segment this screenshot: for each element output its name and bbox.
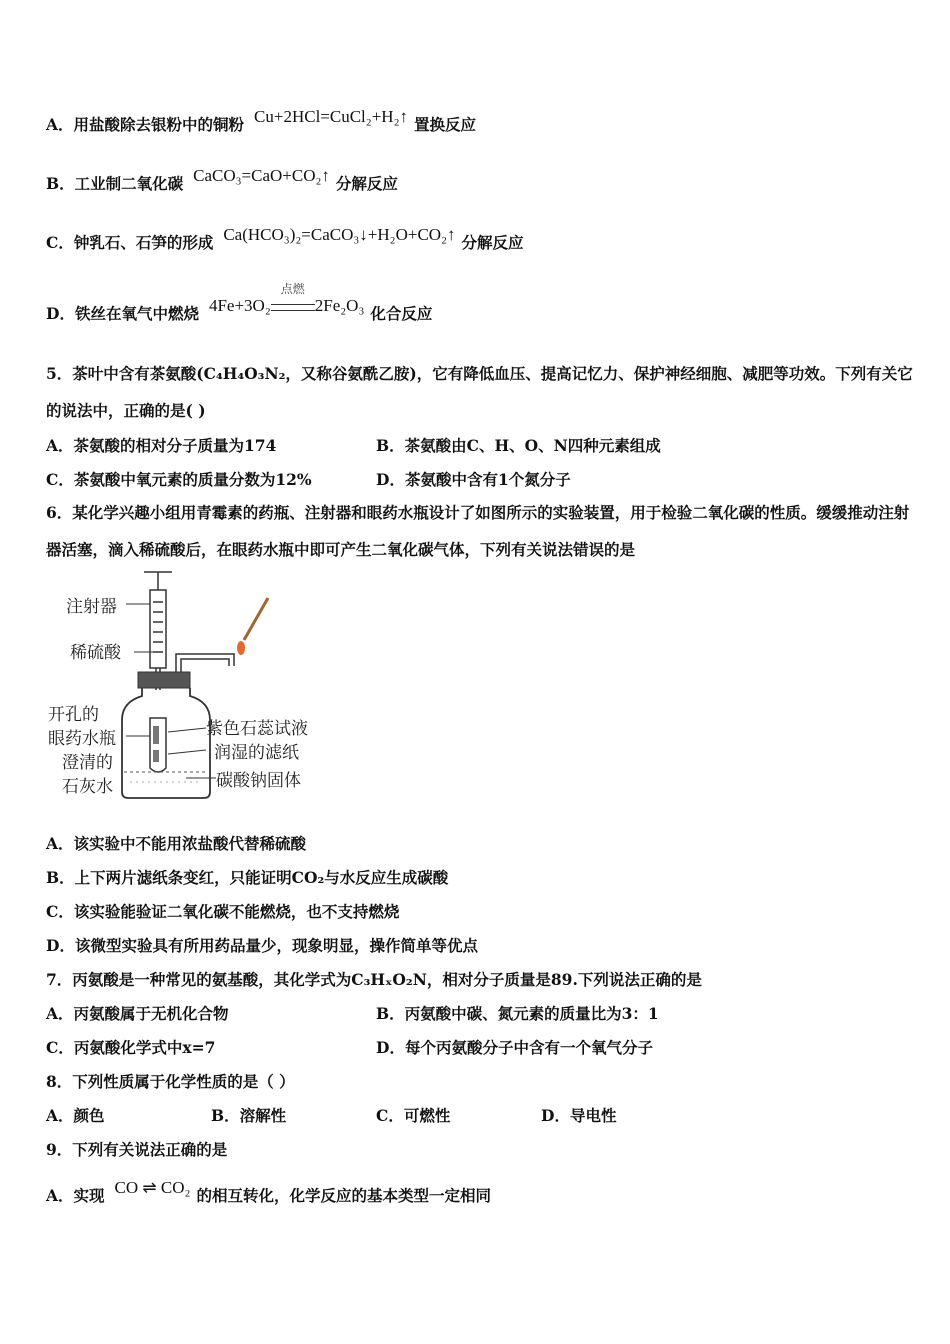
q5-option-d: D．茶氨酸中含有1个氮分子 (376, 470, 571, 489)
q4-option-d-label: D．铁丝在氧气中燃烧 (46, 304, 199, 323)
q4-option-c-equation: Ca(HCO₃)₂=CaCO₃↓+H₂O+CO₂↑ (223, 225, 456, 244)
q4-option-d-eq-left: 4Fe+3O₂ (208, 296, 271, 315)
q9-option-a-suffix: 的相互转化，化学反应的基本类型一定相同 (196, 1186, 491, 1205)
q4-option-b-equation: CaCO₃=CaO+CO₂↑ (193, 166, 330, 185)
q8-option-c: C．可燃性 (376, 1106, 451, 1125)
stopper-icon (138, 672, 190, 688)
q6-option-a: A．该实验中不能用浓盐酸代替稀硫酸 (46, 834, 307, 853)
q4-option-a-type: 置换反应 (414, 115, 477, 134)
label-litmus-1: 紫色石蕊试液 (206, 719, 308, 739)
q4-option-c (46, 225, 524, 253)
q4-option-c-label: C．钟乳石、石笋的形成 (46, 233, 214, 252)
q8-stem: 8．下列性质属于化学性质的是（ ） (46, 1072, 295, 1091)
label-syringe: 注射器 (66, 597, 117, 617)
q7-option-a: A．丙氨酸属于无机化合物 (46, 1004, 229, 1023)
label-lime-1: 澄清的 (62, 753, 113, 773)
q4-option-c-type: 分解反应 (461, 233, 524, 252)
q7-option-b: B．丙氨酸中碳、氮元素的质量比为3：1 (376, 1004, 659, 1023)
experiment-apparatus-figure (46, 568, 336, 806)
label-bottle-2: 眼药水瓶 (48, 729, 116, 749)
label-carbonate: 碳酸钠固体 (216, 771, 301, 791)
condition-label: 点燃 (280, 282, 305, 296)
q8-option-b: B．溶解性 (211, 1106, 287, 1125)
q7-option-d: D．每个丙氨酸分子中含有一个氧气分子 (376, 1038, 653, 1057)
label-pointers (126, 604, 216, 778)
q4-option-b-type: 分解反应 (335, 174, 398, 193)
label-bottle-1: 开孔的 (48, 705, 99, 725)
q4-option-a-label: A．用盐酸除去银粉中的铜粉 (46, 115, 245, 134)
double-line-icon (271, 304, 315, 311)
filter-paper-icon (153, 726, 159, 744)
flame-icon (237, 641, 245, 655)
q6-option-c: C．该实验能验证二氧化碳不能燃烧，也不支持燃烧 (46, 902, 400, 921)
q7-option-c: C．丙氨酸化学式中x=7 (46, 1038, 216, 1057)
q4-option-d (46, 282, 433, 324)
q5-option-b: B．茶氨酸由C、H、O、N四种元素组成 (376, 436, 661, 455)
q5-stem: 5．茶叶中含有茶氨酸(C₄H₄O₃N₂，又称谷氨酰乙胺)，它有降低血压、提高记忆力、保护神经细胞、减肥等功效。下列有关它的说法中，正确的是( ) (46, 364, 913, 420)
q6-option-d: D．该微型实验具有所用药品量少，现象明显，操作简单等优点 (46, 936, 478, 955)
match-icon (244, 598, 268, 640)
q6-stem: 6．某化学兴趣小组用青霉素的药瓶、注射器和眼药水瓶设计了如图所示的实验装置，用于检验二氧化碳的性质。缓缓推动注射器活塞，滴入稀硫酸后，在眼药水瓶中即可产生二氧化碳气体，下列有关说法错误的是 (46, 503, 910, 559)
q4-option-b-label: B．工业制二氧化碳 (46, 174, 184, 193)
q5-option-a: A．茶氨酸的相对分子质量为174 (46, 436, 277, 455)
q9-option-a-equation: CO ⇌ CO₂ (114, 1178, 191, 1197)
outlet-tube-icon (176, 654, 234, 672)
label-litmus-2: 润湿的滤纸 (214, 743, 299, 763)
q6-option-b: B．上下两片滤纸条变红，只能证明CO₂与水反应生成碳酸 (46, 868, 449, 887)
q4-option-d-equation (208, 282, 365, 315)
q7-stem: 7．丙氨酸是一种常见的氨基酸，其化学式为C₃HₓO₂N，相对分子质量是89.下列说法正确的是 (46, 970, 702, 989)
q8-option-d: D．导电性 (541, 1106, 617, 1125)
q4-option-a-equation: Cu+2HCl=CuCl₂+H₂↑ (254, 107, 409, 126)
q4-option-d-type: 化合反应 (370, 304, 433, 323)
label-lime-2: 石灰水 (62, 777, 113, 797)
q9-option-a (46, 1178, 491, 1206)
q9-stem: 9．下列有关说法正确的是 (46, 1140, 228, 1159)
q4-option-a (46, 107, 477, 135)
q5-option-c: C．茶氨酸中氧元素的质量分数为12% (46, 470, 312, 489)
q4-option-b (46, 166, 398, 194)
q8-option-a: A．颜色 (46, 1106, 105, 1125)
q4-option-d-eq-right: 2Fe₂O₃ (314, 296, 365, 315)
reaction-condition (271, 282, 315, 316)
q9-option-a-prefix: A．实现 (46, 1186, 105, 1205)
label-acid: 稀硫酸 (70, 643, 121, 663)
